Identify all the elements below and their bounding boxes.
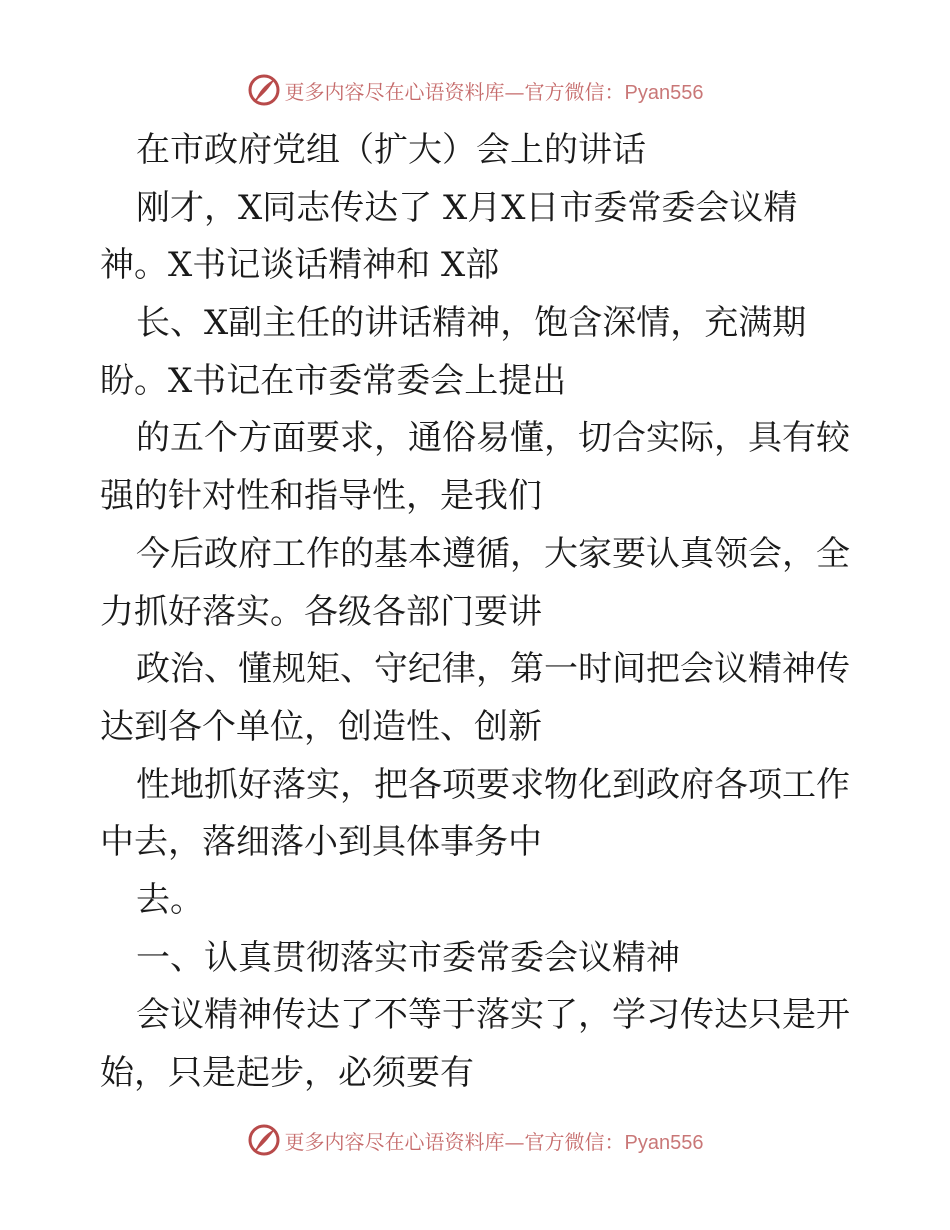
text-line: 刚才，X同志传达了 X月X日市委常委会议精: [136, 187, 798, 228]
text-line: 强的针对性和指导性，是我们: [100, 476, 542, 517]
text-line: 去。: [136, 879, 204, 920]
text-line: 神。X书记谈话精神和 X部: [100, 245, 500, 286]
text-line: 今后政府工作的基本遵循，大家要认真领会，全: [136, 533, 850, 574]
wechat-id: Pyan556: [624, 81, 704, 104]
feather-pen-logo-icon: [247, 1123, 281, 1157]
text-line: 达到各个单位，创造性、创新: [100, 706, 542, 747]
wechat-id: Pyan556: [624, 1131, 704, 1154]
text-line: 力抓好落实。各级各部门要讲: [100, 591, 542, 632]
text-line: 在市政府党组（扩大）会上的讲话: [136, 130, 646, 170]
watermark-text: 更多内容尽在心语资料库—官方微信：Pyan556: [284, 1129, 704, 1154]
document-body: [100, 122, 860, 1103]
text-line: 始，只是起步，必须要有: [100, 1053, 474, 1093]
text-line: 政治、懂规矩、守纪律，第一时间把会议精神传: [136, 649, 850, 690]
feather-pen-logo-icon: [247, 73, 281, 107]
text-line: 一、认真贯彻落实市委常委会议精神: [136, 937, 680, 978]
watermark-text: 更多内容尽在心语资料库—官方微信：Pyan556: [284, 79, 704, 104]
header-watermark: [0, 72, 950, 108]
text-line: 性地抓好落实，把各项要求物化到政府各项工作: [136, 764, 850, 805]
footer-watermark: [0, 1122, 950, 1158]
text-line: 长、X副主任的讲话精神，饱含深情，充满期: [136, 303, 807, 344]
text-line: 盼。X书记在市委常委会上提出: [100, 360, 567, 401]
text-line: 中去，落细落小到具体事务中: [100, 822, 542, 863]
text-line: 的五个方面要求，通俗易懂，切合实际，具有较: [136, 418, 850, 459]
text-line: 会议精神传达了不等于落实了，学习传达只是开: [136, 995, 850, 1036]
